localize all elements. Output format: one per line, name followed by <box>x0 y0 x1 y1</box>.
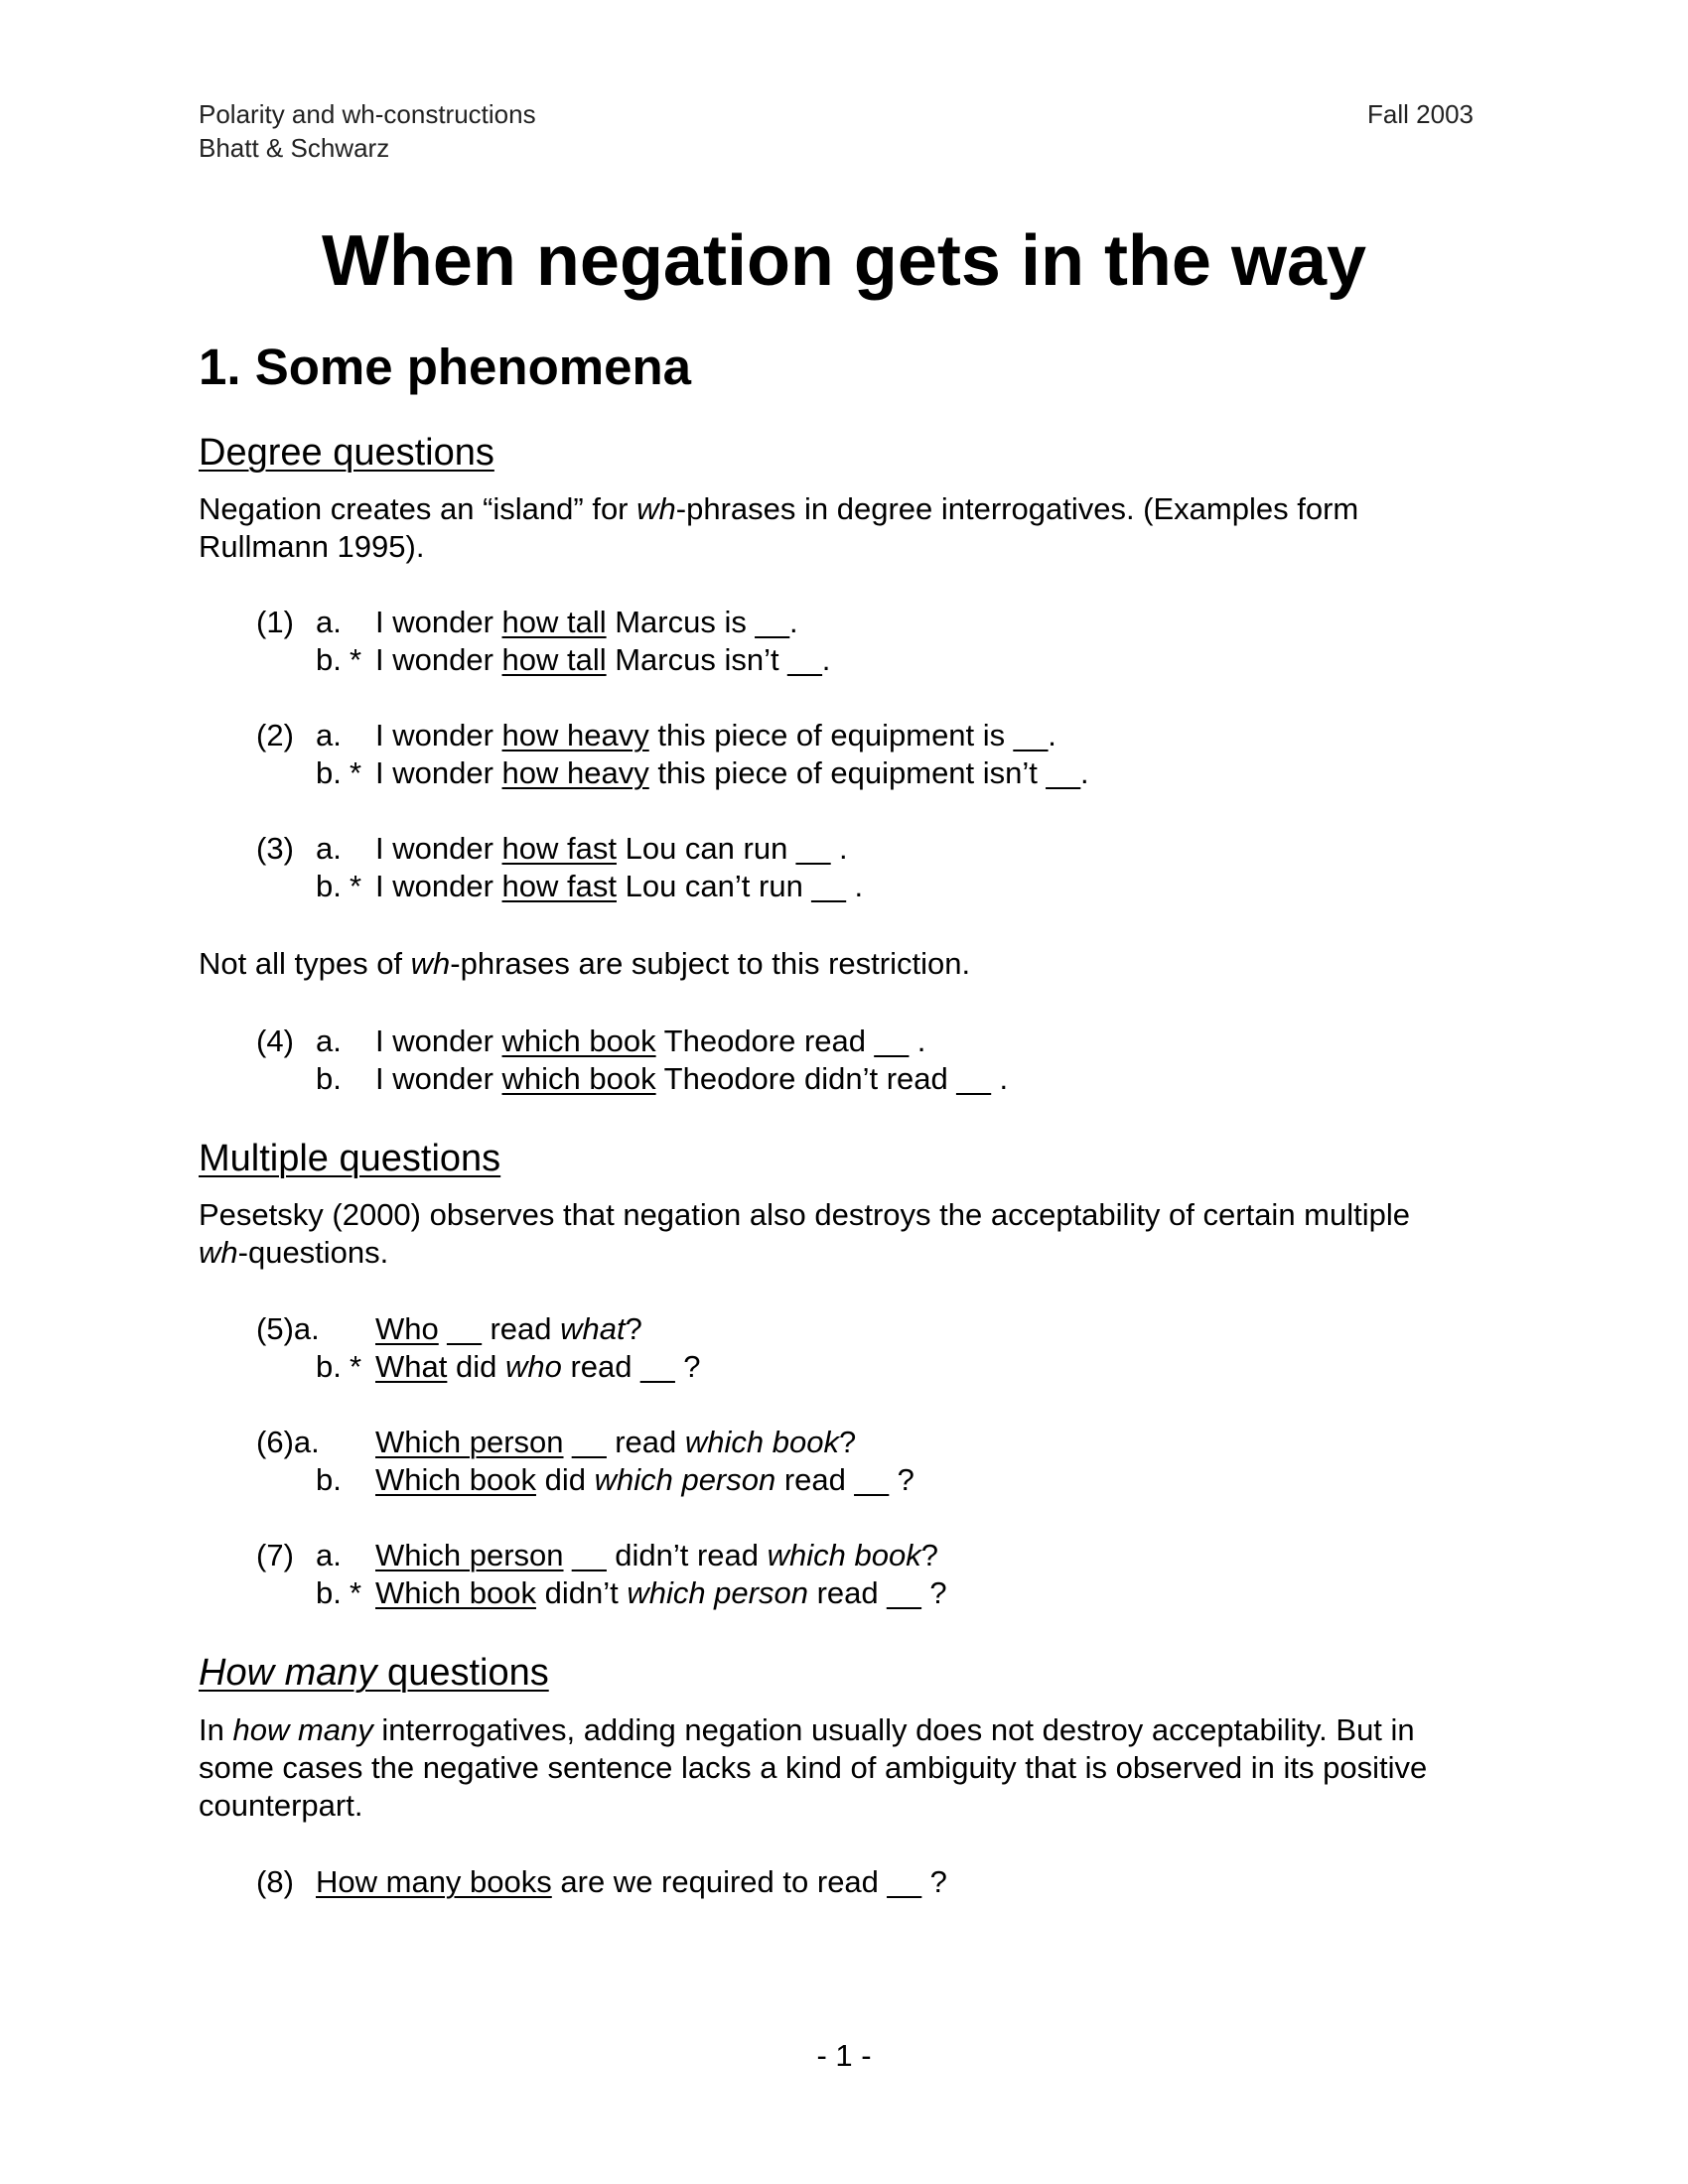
example-1: (1) a. I wonder how tall Marcus is __. b. * I wonder how tall Marcus isn’t __. <box>256 605 831 677</box>
degree-intro: Negation creates an “island” for wh-phrases in degree interrogatives. (Examples form Rullmann 1995). <box>199 491 1359 564</box>
subsection-degree-questions: Degree questions <box>199 432 494 474</box>
subsection-how-many-questions: How many questions <box>199 1652 549 1694</box>
example-3: (3) a. I wonder how fast Lou can run __ . b. * I wonder how fast Lou can’t run __ . <box>256 831 864 903</box>
document-title: When negation gets in the way <box>321 221 1367 301</box>
section-heading: 1. Some phenomena <box>199 339 691 395</box>
example-5: (5)a. Who __ read what? b. * What did who read __ ? <box>256 1311 701 1384</box>
authors: Bhatt & Schwarz <box>199 133 390 163</box>
term: Fall 2003 <box>1367 99 1474 129</box>
page-number: - 1 - <box>816 2038 872 2073</box>
example-8: (8) How many books are we required to read __ ? <box>256 1864 947 1899</box>
how-many-intro: In how many interrogatives, adding negation usually does not destroy acceptability. But in some cases the negative sentence lacks a kind of ambiguity that is observed in its positive counterpart. <box>199 1712 1428 1823</box>
example-7: (7) a. Which person __ didn’t read which book? b. * Which book didn’t which person read __ ? <box>256 1538 947 1610</box>
example-2: (2) a. I wonder how heavy this piece of equipment is __. b. * I wonder how heavy this piece of equipment isn’t __. <box>256 718 1089 790</box>
example-4: (4) a. I wonder which book Theodore read __ . b. I wonder which book Theodore didn’t read __ . <box>256 1024 1009 1096</box>
multiple-intro: Pesetsky (2000) observes that negation also destroys the acceptability of certain multiple wh-questions. <box>199 1197 1410 1270</box>
example-6: (6)a. Which person __ read which book? b. Which book did which person read __ ? <box>256 1425 914 1497</box>
course-title: Polarity and wh-constructions <box>199 99 536 129</box>
restriction-note: Not all types of wh-phrases are subject to this restriction. <box>199 946 971 981</box>
running-header-left <box>199 97 536 165</box>
subsection-multiple-questions: Multiple questions <box>199 1138 501 1179</box>
